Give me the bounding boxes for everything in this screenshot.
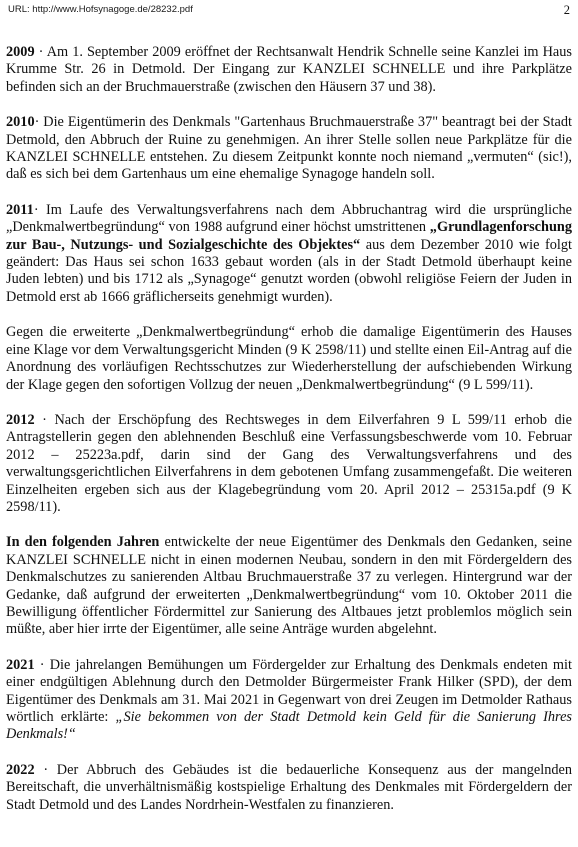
paragraph-klage: Gegen die erweiterte „Denkmalwertbegründung“ erhob die damalige Eigentümerin des Hauses eine Klage vor dem Verwaltungsgericht Minden (9 K 2598/11) und stellte einen Eil-Antrag auf die Anordnung des vorläufigen Rechtsschutzes zur Wiederherstellung der aufschiebenden Wirkung der Klage gegen den sofortigen Vollzug der neuen „Denkmalwertbegründung“ (9 L 599/11). xyxy=(6,324,572,393)
paragraph-2012-text: · Nach der Erschöpfung des Rechtsweges in dem Eilverfahren 9 L 599/11 erhob die Antragstellerin gegen den ablehnenden Beschluß eine Verfassungsbeschwerde vom 10. Februar 2012 – 25223a.pdf, darin sind der Gang des Verwaltungsverfahrens und des verwaltungsgerichtlichen Eilverfahrens in dem gebotenen Umfang zusammengefaßt. Die weiteren Einzelheiten ergeben sich aus der Klagebegründung vom 20. April 2012 – 25315a.pdf (9 K 2598/11). xyxy=(6,411,572,515)
paragraph-2022 xyxy=(6,762,572,814)
paragraph-folgende-jahre-text: entwickelte der neue Eigentümer des Denkmals den Gedanken, seine KANZLEI SCHNELLE nicht in einen modernen Neubau, sondern in den mit Fördergeldern des Denkmalschutzes zu sanierenden Altbau Bruchmauerstraße 37 zu verlegen. Hintergrund war der Gedanke, daß aufgrund der erweiterten „Denkmalwertbegründung“ vom 10. Oktober 2011 die Bewilligung öffentlicher Fördermittel zur Sanierung des Altbaues jetzt problemlos möglich sein müßte, aber hier irrte der Eigentümer, alle seine Anträge wurden abgelehnt. xyxy=(6,534,572,638)
paragraph-2009 xyxy=(6,44,572,96)
year-2011: 2011 xyxy=(6,201,34,218)
paragraph-folgende-jahre-lead: In den folgenden Jahren xyxy=(6,534,160,551)
paragraph-2022-text: · Der Abbruch des Gebäudes ist die bedauerliche Konsequenz aus der mangelnden Bereitschaft, die unverhältnismäßig kostspielige Erhaltung des Denkmales mit Fördergeldern der Stadt Detmold und des Landes Nordrhein-Westfalen zu finanzieren. xyxy=(6,761,572,813)
paragraph-2009-text: · Am 1. September 2009 eröffnet der Rechtsanwalt Hendrik Schnelle seine Kanzlei im Haus Krumme Str. 26 in Detmold. Der Eingang zur KANZLEI SCHNELLE und ihre Parkplätze befinden sich an der Bruchmauerstraße (zwischen den Häusern 37 und 38). xyxy=(6,44,572,95)
paragraph-2012 xyxy=(6,412,572,516)
paragraph-2011-text-b: aus dem Dezember 2010 wie folgt geändert: Das Haus sei schon 1633 gebaut worden (als in der Stadt Detmold überhaupt keine Juden lebten) und bis 1712 als „Synagoge“ genutzt worden (obwohl religiöse Feiern der Juden in Detmold erst ab 1666 gräflicherseits genehmigt wurden). xyxy=(6,236,572,305)
paragraph-2011-text-a: · Im Laufe des Verwaltungsverfahrens nach dem Abbruchantrag wird die ursprüngliche „Denkmalwertbegründung“ von 1988 aufgrund einer höchst umstrittenen xyxy=(6,201,572,236)
year-2021: 2021 xyxy=(6,656,35,673)
page-number: 2 xyxy=(563,3,570,17)
paragraph-2011 xyxy=(6,202,572,306)
mayor-quote: „Sie bekommen von der Stadt Detmold kein Geld für die Sanierung Ihres Denkmals!“ xyxy=(6,709,572,743)
paragraph-2010-text: · Die Eigentümerin des Denkmals "Gartenhaus Bruchmauerstraße 37" beantragt bei der Stadt Detmold, den Abbruch der Ruine zu genehmigen. An ihrer Stelle sollen neue Parkplätze für die KANZLEI SCHNELLE entstehen. Zu diesem Zeitpunkt konnte noch niemand „vermuten“ (sic!), daß es sich bei dem Gartenhaus um eine ehemalige Synagoge handeln soll. xyxy=(6,114,572,183)
paragraph-folgende-jahre xyxy=(6,534,572,638)
year-2009: 2009 xyxy=(6,44,35,60)
paragraph-2011-bold-title: „Grundlagenforschung zur Bau-, Nutzungs- und Sozialgeschichte des Objektes“ xyxy=(6,219,572,253)
paragraph-2010 xyxy=(6,114,572,184)
source-url: URL: http://www.Hofsynagoge.de/28232.pdf xyxy=(8,4,193,15)
year-2010: 2010 xyxy=(6,114,35,131)
document-body xyxy=(6,44,572,814)
paragraph-2021 xyxy=(6,657,572,744)
year-2012: 2012 xyxy=(6,411,35,428)
year-2022: 2022 xyxy=(6,761,35,778)
paragraph-2021-text: · Die jahrelangen Bemühungen um Fördergelder zur Erhaltung des Denkmals endeten mit einer endgültigen Ablehnung durch den Detmolder Bürgermeister Frank Hilker (SPD), der dem Eigentümer des Denkmals am 31. Mai 2021 in Gegenwart von drei Zeugen im Detmolder Rathaus wörtlich erklärte: xyxy=(6,656,572,725)
